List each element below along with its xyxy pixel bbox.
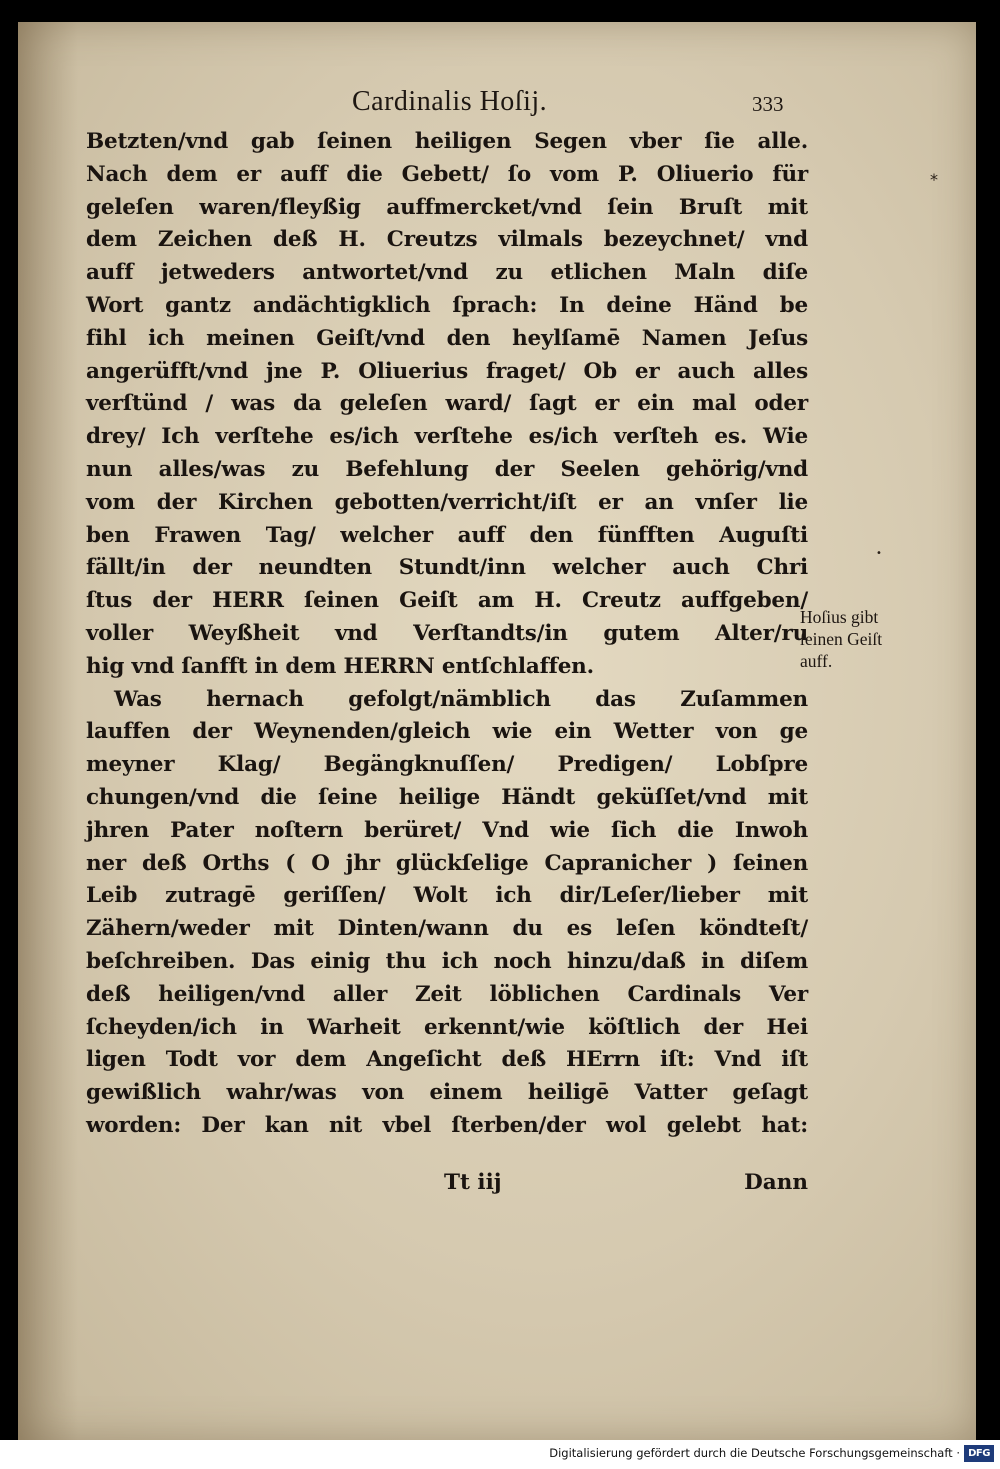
- text-line: nun alles/was zu Befehlung der Seelen gehörig/vnd: [86, 456, 808, 482]
- running-title: Cardinalis Hoſij.: [352, 86, 548, 117]
- text-line: ligen Todt vor dem Angeſicht deß HErrn iſt: Vnd iſt: [86, 1047, 808, 1073]
- text-line: fällt/in der neundten Stundt/inn welcher auch Chri: [86, 555, 808, 581]
- text-line: ner deß Orths ( O jhr glückſelige Capranicher ) ſeinen: [86, 850, 808, 876]
- text-line: drey/ Ich verſtehe es/ich verſtehe es/ich verſteh es. Wie: [86, 424, 808, 450]
- dfg-logo-icon: DFG: [964, 1445, 994, 1462]
- text-line: lauffen der Weynenden/gleich wie ein Wetter von ge: [86, 719, 808, 745]
- attribution-bar: [0, 1440, 1000, 1469]
- text-line: Leib zutragē geriſſen/ Wolt ich dir/Leſer/lieber mit: [86, 883, 808, 909]
- text-line: ſcheyden/ich in Warheit erkennt/wie köſtlich der Hei: [86, 1014, 808, 1040]
- text-line: Zähern/weder mit Dinten/wann du es leſen köndteſt/: [86, 916, 808, 942]
- text-line: ſtus der HERR ſeinen Geiſt am H. Creutz auffgeben/: [86, 588, 808, 614]
- text-line: deß heiligen/vnd aller Zeit löblichen Cardinals Ver: [86, 981, 808, 1007]
- page-header: [18, 80, 976, 130]
- text-line: Nach dem er auff die Gebett/ ſo vom P. Oliuerio für: [86, 161, 808, 187]
- page-number: 333: [752, 92, 784, 116]
- text-line: voller Weyßheit vnd Verſtandts/in gutem Alter/ru: [86, 620, 808, 646]
- text-line: fihl ich meinen Geiſt/vnd den heylſamē Namen Jeſus: [86, 325, 808, 351]
- page-footer: [86, 1170, 808, 1204]
- margin-note-line: ſeinen Geiſt: [800, 629, 883, 649]
- text-line: worden: Der kan nit vbel ſterben/der wol gelebt hat:: [86, 1112, 808, 1138]
- text-line: dem Zeichen deß H. Creutzs vilmals bezeychnet/ vnd: [86, 227, 808, 253]
- margin-note-line: Hoſius gibt: [800, 607, 879, 627]
- text-line: Wort gantz andächtigklich ſprach: In deine Händ be: [86, 292, 808, 318]
- margin-note: [800, 606, 920, 672]
- text-line: angerüfft/vnd jne P. Oliuerius fraget/ Ob er auch alles: [86, 358, 808, 384]
- book-page: [18, 22, 976, 1440]
- text-line: Was hernach gefolgt/nämblich das Zuſammen: [114, 686, 808, 712]
- ink-speck-icon: *: [930, 170, 938, 189]
- text-line: jhren Pater noſtern berüret/ Vnd wie ſich die Inwoh: [86, 817, 808, 843]
- body-text: [86, 126, 808, 1143]
- text-line: geleſen waren/fleyßig auffmercket/vnd ſein Bruſt mit: [86, 194, 808, 220]
- ink-speck-icon: •: [876, 548, 882, 559]
- text-line: beſchreiben. Das einig thu ich noch hinzu/daß in diſem: [86, 948, 808, 974]
- margin-note-line: auff.: [800, 651, 833, 671]
- text-line: Betzten/vnd gab ſeinen heiligen Segen vber ſie alle.: [86, 129, 808, 154]
- catchword: Dann: [744, 1170, 808, 1195]
- text-line: vom der Kirchen gebotten/verricht/iſt er an vnſer lie: [86, 489, 808, 515]
- text-line: verſtünd / was da geleſen ward/ ſagt er ein mal oder: [86, 391, 808, 417]
- text-line: hig vnd ſanfft in dem HERRN entſchlaffen.: [86, 653, 594, 679]
- text-line: chungen/vnd die ſeine heilige Händt geküſſet/vnd mit: [86, 784, 808, 810]
- text-line: auff jetweders antwortet/vnd zu etlichen Maln diſe: [86, 260, 808, 286]
- signature-mark: Tt iij: [444, 1170, 502, 1195]
- text-line: meyner Klag/ Begängknuſſen/ Predigen/ Lobſpre: [86, 752, 808, 778]
- attribution-text: Digitalisierung gefördert durch die Deutsche Forschungsgemeinschaft ·: [549, 1446, 960, 1460]
- text-line: gewißlich wahr/was von einem heiligē Vatter geſagt: [86, 1080, 808, 1106]
- text-line: ben Frawen Tag/ welcher auff den fünfften Auguſti: [86, 522, 808, 548]
